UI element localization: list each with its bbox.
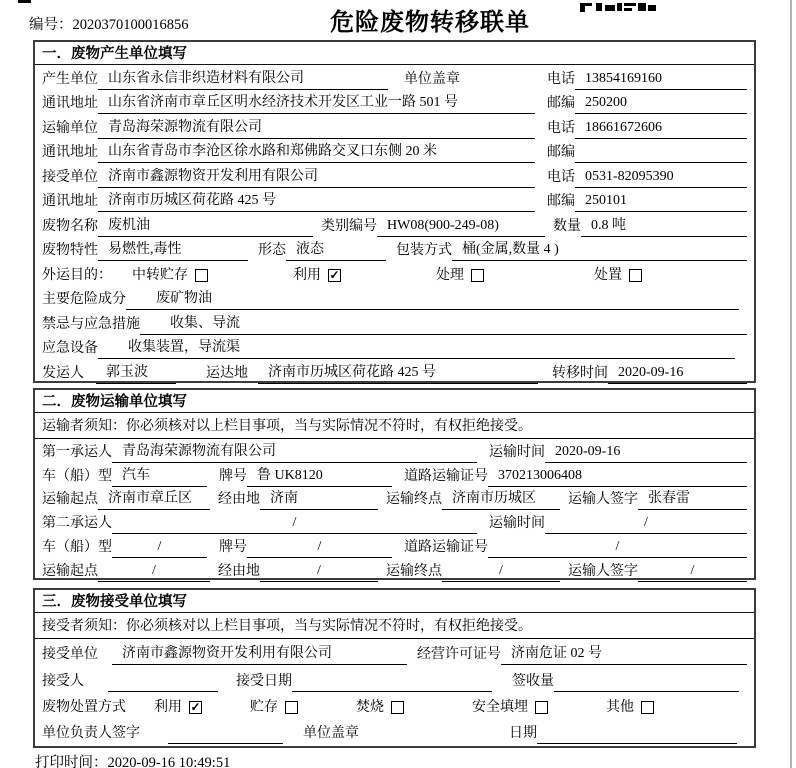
origin2-value: / <box>98 563 210 582</box>
page-edge-line <box>790 0 792 768</box>
disposal-method-label: 废物处置方式 <box>42 699 126 715</box>
transfer-time-label: 转移时间 <box>552 365 608 381</box>
accepting-unit-value: 济南市鑫源物资开发利用有限公司 <box>112 642 407 665</box>
dispatcher-label: 发运人 <box>42 365 84 381</box>
producer-value: 山东省永信非织造材料有限公司 <box>98 67 388 90</box>
sign-date-label: 日期 <box>509 726 537 742</box>
carrier-sign2-label: 运输人签字 <box>568 563 638 579</box>
plate1-label: 牌号 <box>219 468 247 484</box>
unit-head-signature-label: 单位负责人签字 <box>42 726 140 742</box>
transport-time2-label: 运输时间 <box>489 516 545 532</box>
hazard-component-row <box>35 286 754 311</box>
purpose-treatment-checkbox <box>471 269 484 282</box>
purpose-disposal-label: 处置 <box>594 267 622 283</box>
carrier1-label: 第一承运人 <box>42 444 112 460</box>
waste-category-value: HW08(900-249-08) <box>377 218 545 237</box>
route2-row <box>35 558 754 582</box>
purpose-treatment-label: 处理 <box>436 267 464 283</box>
packing-method-value: 桶(金属,数量 4 ) <box>452 238 747 261</box>
transporter-address-label: 通讯地址 <box>42 145 98 160</box>
producer-phone-value: 13854169160 <box>575 71 747 90</box>
origin2-label: 运输起点 <box>42 563 98 579</box>
disposal-storage-checkbox <box>285 701 298 714</box>
accepting-unit-row <box>35 639 754 665</box>
waste-character-value: 易燃性,毒性 <box>98 238 248 261</box>
destination-label: 运达地 <box>206 365 248 381</box>
accept-date-label: 接受日期 <box>236 673 292 689</box>
serial-label: 编号： <box>29 17 73 33</box>
received-amount-label: 签收量 <box>512 673 554 689</box>
carrier2-label: 第二承运人 <box>42 516 112 532</box>
receiver-row <box>35 163 754 188</box>
transporter-row <box>35 114 754 139</box>
waste-character-row <box>35 237 754 262</box>
print-time <box>35 751 230 768</box>
unit-head-signature-row <box>35 718 754 744</box>
unit-head-signature-value <box>168 741 283 744</box>
transporter-address-value: 山东省青岛市李沧区徐水路和郑佛路交叉口东侧 20 米 <box>98 140 535 163</box>
receiver-address-value: 济南市历城区荷花路 425 号 <box>98 189 535 212</box>
emergency-measures-row <box>35 310 754 335</box>
hazard-component-value: 废矿物油 <box>126 287 739 310</box>
plate1-value: 鲁 UK8120 <box>247 464 392 487</box>
dispatcher-value: 郭玉波 <box>96 361 176 384</box>
via2-label: 经由地 <box>218 563 260 579</box>
disposal-storage-label: 贮存 <box>250 699 278 715</box>
section1-title: 一．废物产生单位填写 <box>35 42 754 65</box>
waste-name-row <box>35 212 754 237</box>
received-amount-value <box>554 689 739 692</box>
terminus1-value: 济南市历城区 <box>442 487 560 510</box>
emergency-equipment-value: 收集装置，导流渠 <box>98 336 735 359</box>
section3-receiver-box <box>33 588 756 748</box>
receiver-address-row <box>35 188 754 213</box>
producer-address-row <box>35 90 754 115</box>
unit-seal-label: 单位盖章 <box>404 71 460 87</box>
recipient-row <box>35 665 754 691</box>
transfer-purpose-label: 外运目的： <box>42 267 112 283</box>
producer-address-value: 山东省济南市章丘区明水经济技术开发区工业一路 501 号 <box>98 91 535 114</box>
transporter-phone-value: 18661672606 <box>575 120 747 139</box>
purpose-transit-storage-label: 中转贮存 <box>132 267 188 283</box>
transporter-value: 青岛海荣源物流有限公司 <box>98 116 535 139</box>
carrier1-value: 青岛海荣源物流有限公司 <box>112 440 477 463</box>
producer-address-label: 通讯地址 <box>42 96 98 111</box>
waste-category-label: 类别编号 <box>321 218 377 234</box>
transporter-phone-label: 电话 <box>547 120 575 136</box>
producer-row <box>35 65 754 90</box>
transporter-zip-label: 邮编 <box>547 145 575 160</box>
packing-method-label: 包装方式 <box>396 243 452 258</box>
purpose-utilize-checkbox: ✓ <box>329 267 340 282</box>
waste-form-value: 液态 <box>286 238 386 261</box>
transport-time1-value: 2020-09-16 <box>545 444 747 463</box>
waste-form-label: 形态 <box>258 243 286 258</box>
waste-name-label: 废物名称 <box>42 218 98 234</box>
via1-value: 济南 <box>260 487 378 510</box>
receiver-zip-value: 250101 <box>575 193 747 212</box>
section1-producer-box <box>33 40 756 383</box>
route1-row <box>35 487 754 511</box>
receiver-address-label: 通讯地址 <box>42 194 98 209</box>
vehicle2-type-label: 车（船）型 <box>42 539 112 555</box>
road-license1-value: 370213006408 <box>488 468 747 487</box>
road-license2-value: / <box>488 539 747 558</box>
disposal-landfill-checkbox <box>535 701 548 714</box>
emergency-equipment-label: 应急设备 <box>42 341 98 356</box>
plate2-value: / <box>247 539 392 558</box>
vehicle2-type-value: / <box>112 539 207 558</box>
disposal-method-row <box>35 692 754 718</box>
carrier-sign2-value: / <box>638 563 747 582</box>
operating-license-label: 经营许可证号 <box>417 647 501 663</box>
carrier-sign1-label: 运输人签字 <box>568 492 638 508</box>
via2-value: / <box>260 563 378 582</box>
emergency-measures-label: 禁忌与应急措施 <box>42 316 140 332</box>
emergency-measures-value: 收集、导流 <box>140 312 747 335</box>
operating-license-value: 济南危证 02 号 <box>501 642 747 665</box>
receiver-phone-value: 0531-82095390 <box>575 169 747 188</box>
transfer-purpose-row <box>35 261 754 286</box>
waste-character-label: 废物特性 <box>42 243 98 258</box>
origin1-value: 济南市章丘区 <box>98 487 210 510</box>
carrier2-value: / <box>112 515 477 534</box>
carrier2-row <box>35 510 754 534</box>
unit-seal2-label: 单位盖章 <box>303 726 359 742</box>
sign-date-value <box>537 741 737 744</box>
section3-title: 三．废物接受单位填写 <box>35 590 754 613</box>
road-license1-label: 道路运输证号 <box>404 468 488 484</box>
section2-title: 二．废物运输单位填写 <box>35 390 754 413</box>
print-time-label: 打印时间： <box>35 755 108 768</box>
producer-zip-value: 250200 <box>575 95 747 114</box>
waste-quantity-value: 0.8 吨 <box>581 214 747 237</box>
receiver-phone-label: 电话 <box>547 169 575 185</box>
print-time-value: 2020-09-16 10:49:51 <box>107 755 231 768</box>
disposal-landfill-label: 安全填埋 <box>472 699 528 715</box>
transporter-notice: 运输者须知：你必须核对以上栏目事项，当与实际情况不符时，有权拒绝接受。 <box>35 413 754 439</box>
vehicle1-type-label: 车（船）型 <box>42 468 112 484</box>
destination-value: 济南市历城区荷花路 425 号 <box>258 361 538 384</box>
transporter-label: 运输单位 <box>42 120 98 136</box>
form-title: 危险废物转移联单 <box>330 10 530 36</box>
road-license2-label: 道路运输证号 <box>404 539 488 555</box>
terminus2-label: 运输终点 <box>386 563 442 579</box>
disposal-other-checkbox <box>641 701 654 714</box>
vehicle2-row <box>35 534 754 558</box>
purpose-utilize-label: 利用 <box>293 267 321 283</box>
transporter-address-row <box>35 139 754 164</box>
section2-transport-box <box>33 388 756 580</box>
hazard-component-label: 主要危险成分 <box>42 292 126 307</box>
disposal-utilize-checkbox: ✓ <box>190 699 201 714</box>
producer-label: 产生单位 <box>42 71 98 87</box>
terminus1-label: 运输终点 <box>386 492 442 508</box>
disposal-utilize-label: 利用 <box>154 699 182 715</box>
receiver-value: 济南市鑫源物资开发利用有限公司 <box>98 165 535 188</box>
vehicle1-row <box>35 463 754 487</box>
receiver-label: 接受单位 <box>42 169 98 185</box>
waste-quantity-label: 数量 <box>553 218 581 234</box>
transport-time2-value: / <box>545 515 747 534</box>
receiver-zip-label: 邮编 <box>547 194 575 209</box>
carrier-sign1-value: 张春雷 <box>638 487 747 510</box>
transport-time1-label: 运输时间 <box>489 444 545 460</box>
purpose-disposal-checkbox <box>629 269 642 282</box>
recipient-value <box>108 689 218 692</box>
vehicle1-type-value: 汽车 <box>112 464 207 487</box>
producer-zip-label: 邮编 <box>547 96 575 111</box>
via1-label: 经由地 <box>218 492 260 508</box>
disposal-incinerate-checkbox <box>391 701 404 714</box>
carrier1-row <box>35 439 754 463</box>
accept-date-value <box>292 689 492 692</box>
waste-name-value: 废机油 <box>98 214 313 237</box>
origin1-label: 运输起点 <box>42 492 98 508</box>
disposal-incinerate-label: 焚烧 <box>356 699 384 715</box>
purpose-transit-storage-checkbox <box>195 269 208 282</box>
disposal-other-label: 其他 <box>606 699 634 715</box>
transporter-zip-value <box>575 160 747 163</box>
transfer-time-value: 2020-09-16 <box>608 365 747 384</box>
recipient-label: 接受人 <box>42 673 84 689</box>
plate2-label: 牌号 <box>219 539 247 555</box>
accepting-unit-label: 接受单位 <box>42 647 98 663</box>
dispatcher-row <box>35 359 754 384</box>
emergency-equipment-row <box>35 335 754 360</box>
serial-value: 2020370100016856 <box>72 17 189 33</box>
receiver-notice: 接受者须知：你必须核对以上栏目事项，当与实际情况不符时，有权拒绝接受。 <box>35 613 754 639</box>
qr-code-fragment <box>580 0 658 18</box>
terminus2-value: / <box>442 563 560 582</box>
serial-number <box>29 13 189 34</box>
print-artifact <box>18 0 31 3</box>
producer-phone-label: 电话 <box>547 71 575 87</box>
